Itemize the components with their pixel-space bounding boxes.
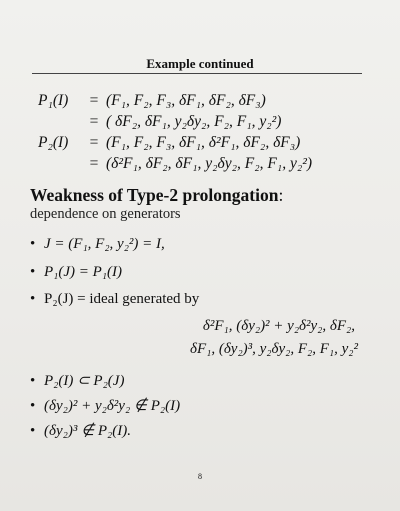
bullet-item xyxy=(30,371,124,390)
bullet-dot-icon: • xyxy=(30,398,36,414)
equation-row xyxy=(38,134,378,155)
bullet-text: (δy₂)² + y₂δ²y₂ ∉ P₂(I) xyxy=(44,398,181,414)
bullet-dot-icon: • xyxy=(30,291,36,307)
equation-row xyxy=(38,113,378,134)
equation-block xyxy=(38,92,378,176)
equation-lhs: P₂(I) xyxy=(38,134,69,151)
bullet-text: P₂(J) = ideal generated by xyxy=(44,291,200,307)
bullet-text: P₁(J) = P₁(I) xyxy=(44,264,123,280)
equation-rhs: (F₁, F₂, F₃, δF₁, δ²F₁, δF₂, δF₃) xyxy=(106,134,301,151)
section-heading xyxy=(30,185,283,206)
bullet-dot-icon: • xyxy=(30,236,36,252)
page-number: 8 xyxy=(198,472,202,481)
equation-rhs: (δ²F₁, δF₂, δF₁, y₂δy₂, F₂, F₁, y₂²) xyxy=(106,155,313,172)
generator-line-1: δ²F₁, (δy₂)² + y₂δ²y₂, δF₂, xyxy=(202,318,355,334)
bullet-dot-icon: • xyxy=(30,264,36,280)
generator-line-2: δF₁, (δy₂)³, y₂δy₂, F₂, F₁, y₂² xyxy=(189,341,358,357)
section-subtitle: dependence on generators xyxy=(30,206,181,222)
equation-rhs: (F₁, F₂, F₃, δF₁, δF₂, δF₃) xyxy=(106,92,266,109)
equals-sign: = xyxy=(89,92,99,109)
section-heading-colon: : xyxy=(278,185,284,205)
bullet-item xyxy=(30,421,131,440)
equation-rhs: ( δF₂, δF₁, y₂δy₂, F₂, F₁, y₂²) xyxy=(106,113,282,130)
bullet-text: (δy₂)³ ∉ P₂(I). xyxy=(44,423,132,439)
bullet-item xyxy=(30,396,180,415)
bullet-text: J = (F₁, F₂, y₂²) = I, xyxy=(44,236,165,252)
equals-sign: = xyxy=(89,134,99,151)
bullet-item xyxy=(30,291,199,308)
page-title: Example continued xyxy=(146,56,254,71)
equals-sign: = xyxy=(89,113,99,130)
bullet-item xyxy=(30,236,165,253)
bullet-dot-icon: • xyxy=(30,423,36,439)
equation-row xyxy=(38,155,378,176)
equals-sign: = xyxy=(89,155,99,172)
bullet-text: P₂(I) ⊂ P₂(J) xyxy=(44,373,125,389)
title-divider xyxy=(32,73,362,74)
equation-row xyxy=(38,92,378,113)
bullet-dot-icon: • xyxy=(30,373,36,389)
bullet-item xyxy=(30,264,122,281)
equation-lhs: P₁(I) xyxy=(38,92,69,109)
section-heading-text: Weakness of Type-2 prolongation xyxy=(30,185,279,205)
